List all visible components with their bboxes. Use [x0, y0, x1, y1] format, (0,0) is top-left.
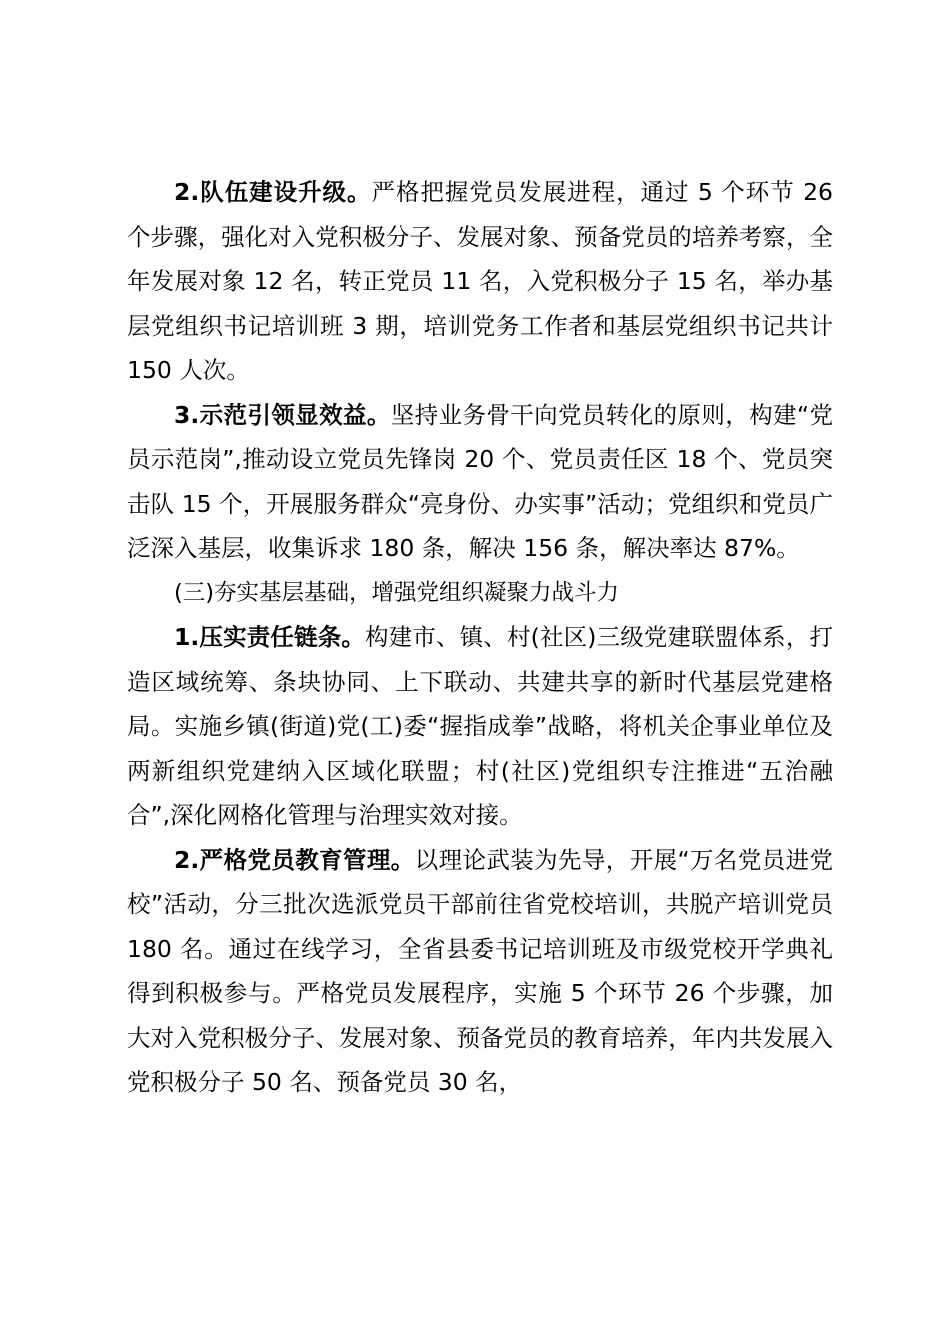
paragraph-heading: 3.示范引领显效益。 [174, 400, 391, 429]
paragraph-text: 以理论武装为先导，开展“万名党员进党校”活动，分三批次选派党员干部前往省党校培训，共脱产培训党员 180 名。通过在线学习，全省县委书记培训班及市级党校开学典礼得到积极参与。严格党员发展程序，实施 5 个环节 26 个步骤，加大对入党积极分子、发展对象、预备党员的教育培养，年内共发展入党积极分子 50 名、预备党员 30 名， [127, 845, 833, 1096]
paragraph-heading: 2.队伍建设升级。 [174, 178, 372, 206]
paragraph-education [127, 838, 833, 1105]
paragraph-text: 严格把握党员发展进程，通过 5 个环节 26 个步骤，强化对入党积极分子、发展对象、预备党员的培养考察，全年发展对象 12 名，转正党员 11 名，入党积极分子 15 名，举办基层党组织书记培训班 3 期，培训党务工作者和基层党组织书记共计 150 人次。 [127, 178, 833, 384]
paragraph-team-building [127, 170, 833, 393]
section-heading [127, 571, 833, 616]
paragraph-heading: 2.严格党员教育管理。 [174, 845, 415, 874]
paragraph-responsibility [127, 615, 833, 838]
paragraph-text: 坚持业务骨干向党员转化的原则，构建“党员示范岗”,推动设立党员先锋岗 20 个、党员责任区 18 个、党员突击队 15 个，开展服务群众“亮身份、办实事”活动；党组织和党员广泛深入基层，收集诉求 180 条，解决 156 条，解决率达 87%。 [127, 400, 833, 562]
document-body [127, 170, 833, 1105]
section-heading-text: (三)夯实基层基础，增强党组织凝聚力战斗力 [174, 579, 620, 606]
paragraph-text: 构建市、镇、村(社区)三级党建联盟体系，打造区域统筹、条块协同、上下联动、共建共享的新时代基层党建格局。实施乡镇(街道)党(工)委“握指成拳”战略，将机关企事业单位及两新组织党建纳入区域化联盟；村(社区)党组织专注推进“五治融合”,深化网格化管理与治理实效对接。 [127, 623, 833, 829]
paragraph-demonstration [127, 393, 833, 571]
paragraph-heading: 1.压实责任链条。 [174, 623, 366, 651]
